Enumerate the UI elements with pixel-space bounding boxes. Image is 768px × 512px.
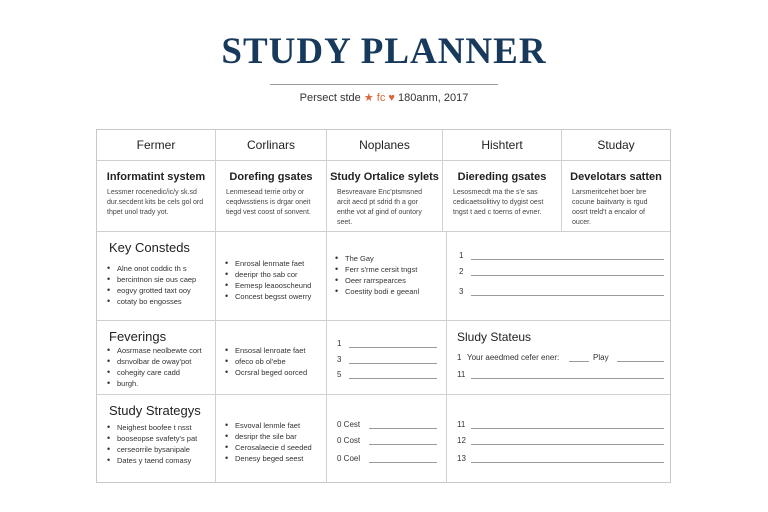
numbered-line[interactable]: [459, 267, 664, 279]
blank-line: [369, 428, 437, 429]
column-subhead: Study Ortalice sylets: [330, 171, 439, 183]
blank-line: [569, 361, 589, 362]
list-item: • eogvy grotted taxt ooy: [107, 285, 211, 296]
grid-line: [97, 231, 670, 232]
feverings-list: [107, 345, 213, 389]
line-label: Your aeedmed cefer ener:: [467, 353, 560, 362]
column-header: Hishtert: [481, 138, 523, 152]
row-title-feverings: Feverings: [109, 329, 167, 344]
blank-line: [349, 347, 437, 348]
list-item: • ofeco ob ol'ebe: [225, 356, 323, 367]
line-number: 3: [337, 355, 342, 364]
column-description: Lenmesead terrie orby or ceqdwsstiens is drgar oneit tiegd vest coost of sonvent.: [226, 189, 311, 216]
blank-line: [471, 259, 664, 260]
blank-line: [617, 361, 664, 362]
subtitle-date: 180anm, 2017: [397, 92, 469, 104]
numbered-line[interactable]: [337, 339, 440, 351]
section-title-study-status: Sludy Stateus: [457, 330, 532, 344]
list-item: • Oeer rarrspearces: [335, 275, 441, 286]
list-item: • cerseorrile bysanipale: [107, 444, 213, 455]
feverings-list-2: [225, 345, 323, 378]
column-header: Noplanes: [359, 138, 410, 152]
column-description: Besvreavare Enc'ptsmsned arcit aecd pt sdrid th a gor enthe vot af gind of ountory seet.: [337, 189, 422, 226]
line-number: 3: [459, 287, 464, 296]
column-subhead: Informatint system: [106, 171, 206, 183]
column-header: Corlinars: [246, 138, 295, 152]
list-item: • Eemesp leaooscheund: [225, 280, 323, 291]
list-item: • cohegity care cadd: [107, 367, 213, 378]
blank-line: [471, 428, 664, 429]
list-item: • booseopse svafety's pat: [107, 433, 213, 444]
line-number: 11: [457, 370, 466, 379]
numbered-line[interactable]: [337, 436, 440, 448]
line-number: 1: [457, 353, 462, 362]
list-item: • Alne onot coddic th s: [107, 263, 211, 274]
numbered-line[interactable]: [457, 370, 664, 382]
list-item: • cotaty bo engosses: [107, 296, 211, 307]
numbered-line[interactable]: [457, 436, 664, 448]
blank-line: [471, 462, 664, 463]
blank-line: [471, 295, 664, 296]
list-item: • Enrosal lenrnate faet: [225, 258, 323, 269]
line-label: 0 Coel: [337, 454, 361, 463]
blank-line: [471, 275, 664, 276]
blank-line: [369, 462, 437, 463]
blank-line: [349, 378, 437, 379]
numbered-line[interactable]: [337, 420, 440, 432]
list-item: • Aosrmase neolbewte cort: [107, 345, 213, 356]
subtitle-left: Persect stde: [299, 92, 361, 104]
column-description: Lesosmecdt ma the s'e sas cedicaetsolitivy to dygist oest tngst t aed c toerns of evner.: [453, 189, 544, 216]
line-number: 5: [337, 370, 342, 379]
list-item: • Neighest boofee t nsst: [107, 422, 213, 433]
grid-line: [97, 320, 670, 321]
numbered-line[interactable]: [457, 353, 664, 365]
line-extra: Play: [593, 353, 609, 362]
list-item: • bercintnon sie ous caep: [107, 274, 211, 285]
blank-line: [471, 444, 664, 445]
blank-line: [349, 363, 437, 364]
key-concepts-list-3: [335, 253, 441, 297]
grid-line: [446, 231, 447, 482]
row-title-key-concepts: Key Consteds: [109, 240, 190, 255]
line-number: 1: [459, 251, 464, 260]
numbered-line[interactable]: [459, 287, 664, 299]
column-description: Larsmeritcehet boer bre cocune baiitvarty is rgud oosrt treld't a encalor of oucer.: [572, 189, 648, 226]
numbered-line[interactable]: [457, 420, 664, 432]
blank-line: [471, 378, 664, 379]
column-description: Lessmer rocenedic/ic/y sk.sd dur.secdent kits be cels gol ord thpet unol trady yot.: [107, 189, 204, 216]
numbered-line[interactable]: [457, 454, 664, 466]
column-subhead: Dorefing gsates: [229, 171, 313, 183]
list-item: • burgh.: [107, 378, 213, 389]
list-item: • The Gay: [335, 253, 441, 264]
list-item: • deeripr tho sab cor: [225, 269, 323, 280]
list-item: • Ocrsral beged oorced: [225, 367, 323, 378]
list-item: • dsnvolbar de oway'pot: [107, 356, 213, 367]
numbered-line[interactable]: [459, 251, 664, 263]
line-number: 2: [459, 267, 464, 276]
blank-line: [369, 444, 437, 445]
line-number: 12: [457, 436, 466, 445]
list-item: • desripr the sile bar: [225, 431, 323, 442]
line-number: 1: [337, 339, 342, 348]
title-divider: [270, 84, 498, 85]
key-concepts-list-2: [225, 258, 323, 302]
list-item: • Cerosalaecie d seeded: [225, 442, 323, 453]
column-header: Fermer: [136, 138, 176, 152]
key-concepts-list: [107, 263, 211, 307]
line-number: 13: [457, 454, 466, 463]
grid-line: [97, 160, 670, 161]
numbered-line[interactable]: [337, 454, 440, 466]
numbered-line[interactable]: [337, 355, 440, 367]
list-item: • Ensosal lenroate faet: [225, 345, 323, 356]
grid-line: [97, 394, 670, 395]
page-subtitle: [0, 91, 768, 104]
page-title: STUDY PLANNER: [221, 31, 547, 72]
strategy-list: [107, 422, 213, 466]
column-subhead: Develotars satten: [570, 171, 662, 183]
planner-table: [96, 129, 671, 483]
list-item: • Concest begsst owerry: [225, 291, 323, 302]
list-item: • Coestity bodi e geeanl: [335, 286, 441, 297]
list-item: • Denesy beged seest: [225, 453, 323, 464]
line-label: 0 Cost: [337, 436, 361, 445]
list-item: • Esvoval lenmle faet: [225, 420, 323, 431]
line-number: 11: [457, 420, 466, 429]
list-item: • Dates y taend comasy: [107, 455, 213, 466]
list-item: • Ferr s'rme cersit tngst: [335, 264, 441, 275]
strategy-list-2: [225, 420, 323, 464]
numbered-line[interactable]: [337, 370, 440, 382]
row-title-study-strategy: Study Strategys: [109, 403, 201, 418]
column-header: Studay: [597, 138, 635, 152]
column-subhead: Diereding gsates: [457, 171, 547, 183]
line-label: 0 Cest: [337, 420, 361, 429]
subtitle-accent: ★ fc ♥: [363, 92, 395, 104]
